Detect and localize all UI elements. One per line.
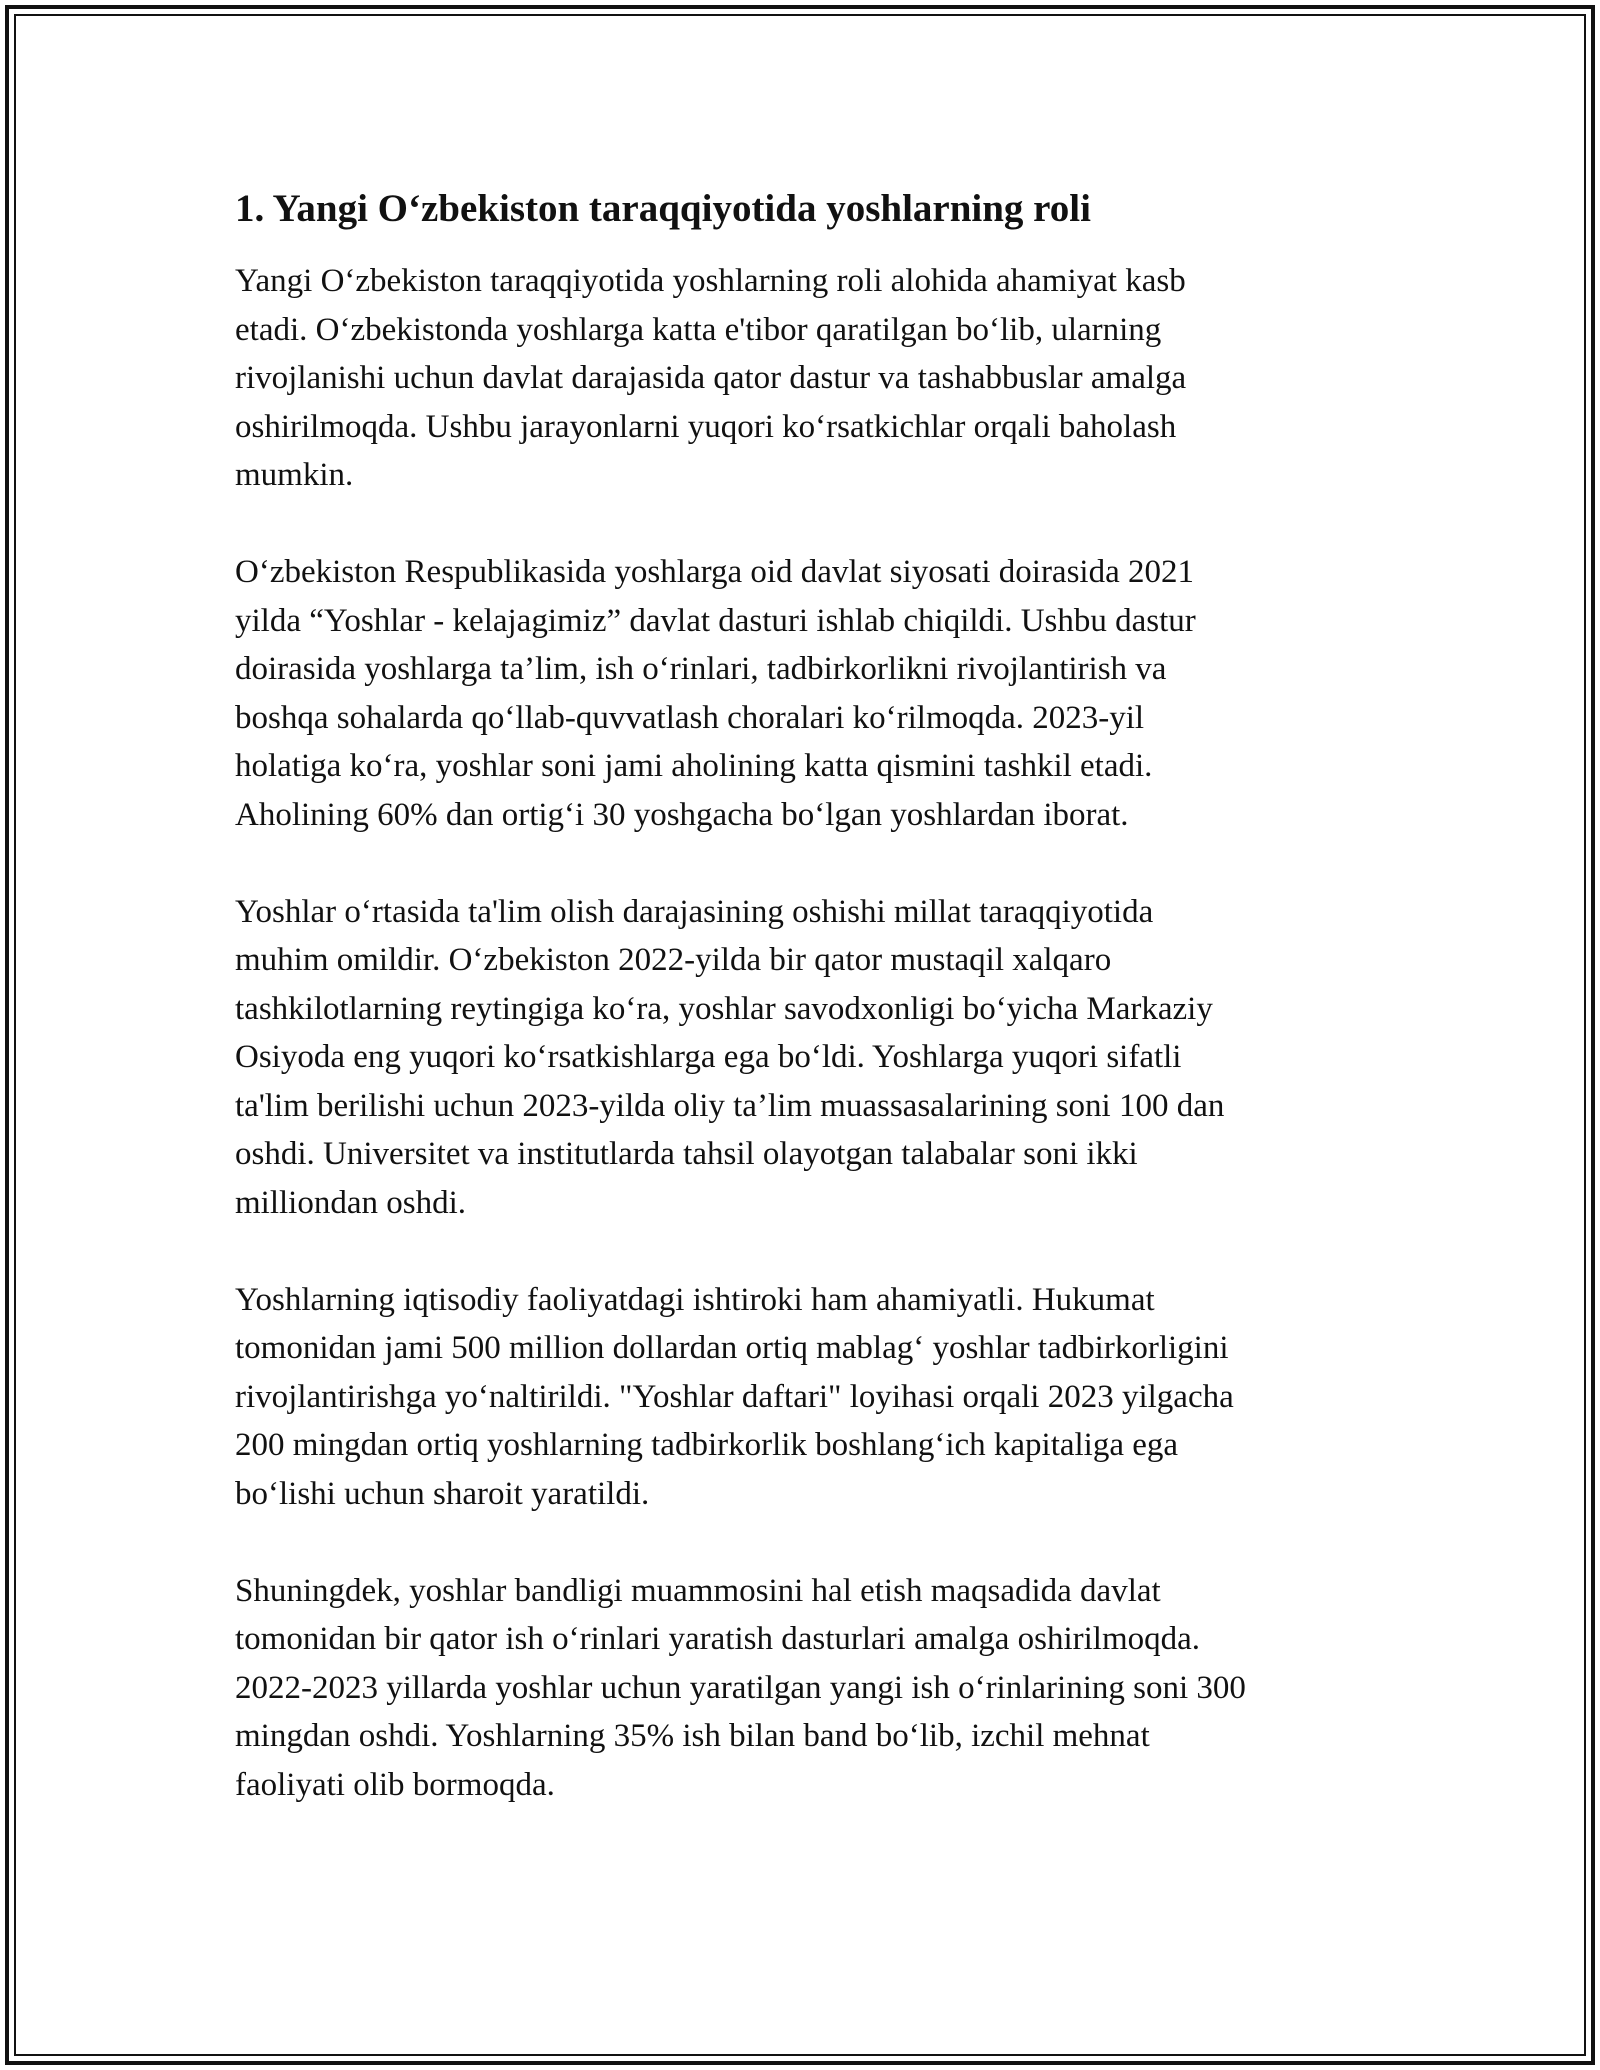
paragraph-line: milliondan oshdi.: [235, 1184, 466, 1221]
paragraph-line: etadi. O‘zbekistonda yoshlarga katta e'tibor qaratilgan bo‘lib, ularning: [235, 311, 1162, 348]
paragraph-line: yilda “Yoshlar - kelajagimiz” davlat dasturi ishlab chiqildi. Ushbu dastur: [235, 602, 1196, 639]
paragraph-line: Yangi O‘zbekiston taraqqiyotida yoshlarning roli alohida ahamiyat kasb: [235, 263, 1186, 299]
paragraph-line: mingdan oshdi. Yoshlarning 35% ish bilan band bo‘lib, izchil mehnat: [235, 1718, 1150, 1754]
paragraph-line: oshirilmoqda. Ushbu jarayonlarni yuqori ko‘rsatkichlar orqali baholash: [235, 408, 1177, 445]
paragraph-line: boshqa sohalarda qo‘llab-quvvatlash choralari ko‘rilmoqda. 2023-yil: [235, 699, 1145, 736]
paragraph-line: Yoshlarning iqtisodiy faoliyatdagi ishtiroki ham ahamiyatli. Hukumat: [235, 1281, 1155, 1318]
paragraph-line: Osiyoda eng yuqori ko‘rsatkishlarga ega bo‘ldi. Yoshlarga yuqori sifatli: [235, 1039, 1182, 1075]
paragraph-line: mumkin.: [235, 457, 354, 493]
paragraph-1: [235, 257, 1365, 500]
paragraph-line: rivojlantirishga yo‘naltirildi. "Yoshlar daftari" loyihasi orqali 2023 yilgacha: [235, 1378, 1234, 1415]
paragraph-line: Aholining 60% dan ortig‘i 30 yoshgacha bo‘lgan yoshlardan iborat.: [235, 796, 1129, 833]
paragraph-line: 2022-2023 yillarda yoshlar uchun yaratilgan yangi ish o‘rinlarining soni 300: [235, 1669, 1246, 1706]
paragraph-line: tomonidan bir qator ish o‘rinlari yaratish dasturlari amalga oshirilmoqda.: [235, 1621, 1201, 1657]
paragraph-line: faoliyati olib bormoqda.: [235, 1766, 555, 1803]
paragraph-line: Yoshlar o‘rtasida ta'lim olish darajasining oshishi millat taraqqiyotida: [235, 893, 1154, 930]
document-body: [235, 185, 1365, 1858]
paragraph-line: oshdi. Universitet va institutlarda tahsil olayotgan talabalar soni ikki: [235, 1136, 1138, 1172]
paragraph-line: Shuningdek, yoshlar bandligi muammosini hal etish maqsadida davlat: [235, 1572, 1161, 1609]
paragraph-line: tomonidan jami 500 million dollardan ortiq mablag‘ yoshlar tadbirkorligini: [235, 1330, 1229, 1366]
paragraph-line: tashkilotlarning reytingiga ko‘ra, yoshlar savodxonligi bo‘yicha Markaziy: [235, 990, 1213, 1027]
paragraph-2: [235, 548, 1365, 839]
paragraph-line: rivojlanishi uchun davlat darajasida qator dastur va tashabbuslar amalga: [235, 360, 1187, 396]
paragraph-line: bo‘lishi uchun sharoit yaratildi.: [235, 1475, 650, 1512]
paragraph-5: [235, 1567, 1365, 1810]
paragraph-4: [235, 1276, 1365, 1519]
paragraph-line: muhim omildir. O‘zbekiston 2022-yilda bir qator mustaqil xalqaro: [235, 942, 1112, 978]
paragraph-line: 200 mingdan ortiq yoshlarning tadbirkorlik boshlang‘ich kapitaliga ega: [235, 1427, 1179, 1463]
paragraph-3: [235, 888, 1365, 1228]
paragraph-line: ta'lim berilishi uchun 2023-yilda oliy ta’lim muassasalarining soni 100 dan: [235, 1087, 1225, 1124]
section-title: 1. Yangi O‘zbekiston taraqqiyotida yoshlarning roli: [235, 187, 1091, 230]
paragraph-line: holatiga ko‘ra, yoshlar soni jami aholining katta qismini tashkil etadi.: [235, 748, 1153, 784]
paragraph-line: doirasida yoshlarga ta’lim, ish o‘rinlari, tadbirkorlikni rivojlantirish va: [235, 651, 1167, 687]
paragraph-line: O‘zbekiston Respublikasida yoshlarga oid davlat siyosati doirasida 2021: [235, 554, 1194, 590]
